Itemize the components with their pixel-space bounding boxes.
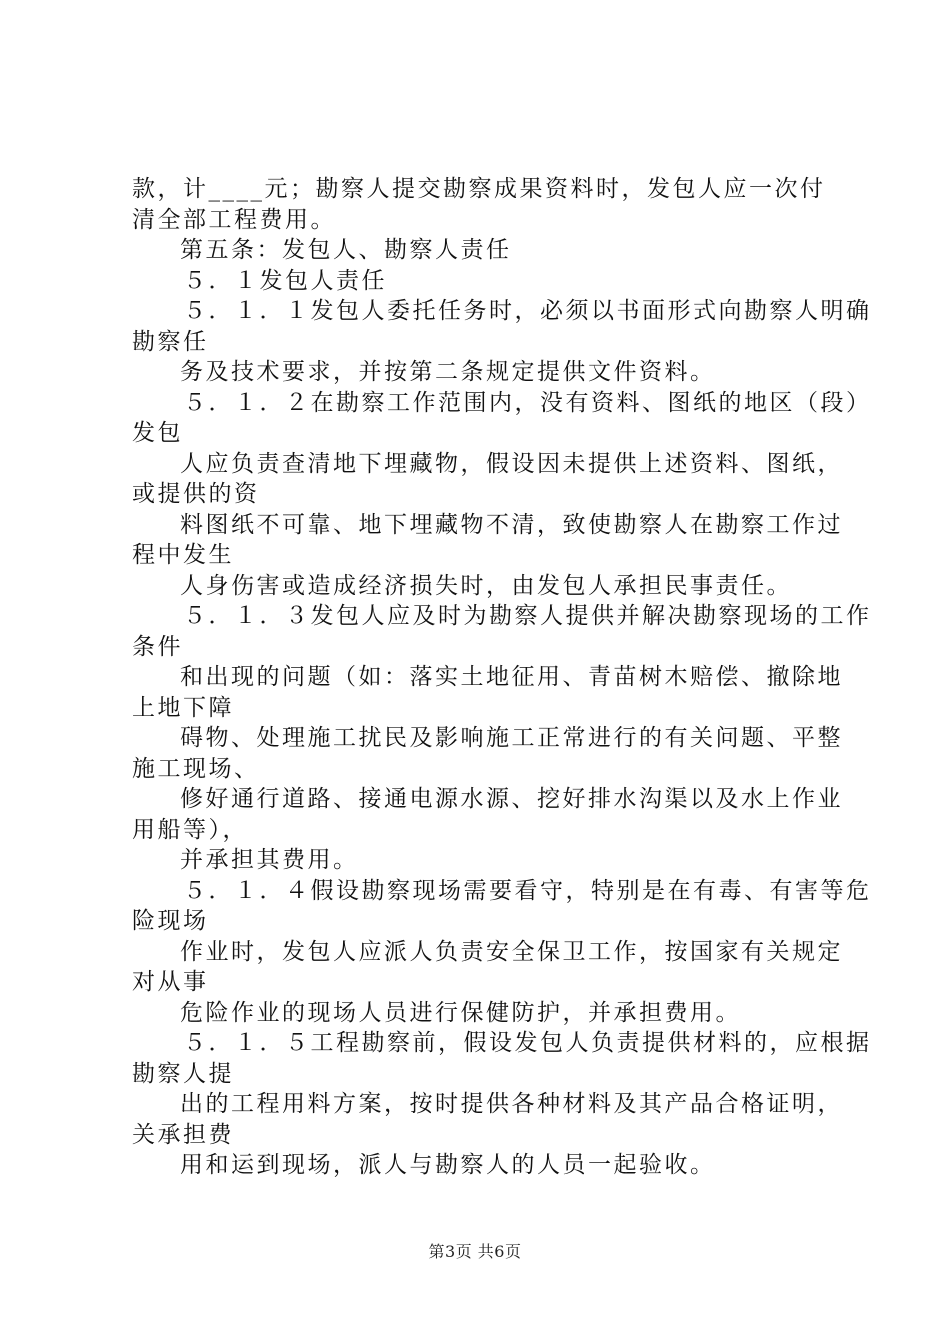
text-line: 程中发生 [132, 542, 234, 568]
text-line: 修好通行道路、接通电源水源、挖好排水沟渠以及水上作业 [180, 786, 843, 812]
text-line: 料图纸不可靠、地下埋藏物不清，致使勘察人在勘察工作过 [180, 511, 843, 538]
text-line: 险现场 [132, 908, 209, 934]
text-line: 或提供的资 [132, 481, 260, 507]
page-footer: 第3页 共6页 [428, 1242, 522, 1261]
document-body [132, 174, 872, 1181]
text-line: 勘察人提 [132, 1060, 234, 1087]
text-line: 作业时，发包人应派人负责安全保卫工作，按国家有关规定 [180, 938, 843, 965]
text-line: ５．１．２在勘察工作范围内，没有资料、图纸的地区（段） [183, 389, 872, 416]
text-line: 务及技术要求，并按第二条规定提供文件资料。 [180, 359, 716, 385]
text-line: 款，计____元；勘察人提交勘察成果资料时，发包人应一次付 [132, 176, 826, 202]
text-line: 清全部工程费用。 [132, 206, 336, 233]
text-line: 和出现的问题（如：落实土地征用、青苗树木赔偿、撤除地 [180, 664, 843, 690]
text-line: 人身伤害或造成经济损失时，由发包人承担民事责任。 [180, 572, 792, 599]
text-line: 第五条：发包人、勘察人责任 [180, 237, 512, 263]
text-line: 上地下障 [132, 694, 234, 721]
text-line: 施工现场、 [132, 755, 260, 782]
text-line: 人应负责查清地下埋藏物，假设因未提供上述资料、图纸， [180, 450, 843, 477]
text-line: 对从事 [132, 969, 209, 995]
text-line: ５．１．１发包人委托任务时，必须以书面形式向勘察人明确 [183, 298, 872, 324]
text-line: 关承担费 [132, 1121, 234, 1148]
text-line: 并承担其费用。 [180, 847, 359, 873]
text-line: ５．１．３发包人应及时为勘察人提供并解决勘察现场的工作 [183, 603, 872, 629]
text-line: 勘察任 [132, 328, 209, 355]
text-line: ５．１．５工程勘察前，假设发包人负责提供材料的，应根据 [183, 1030, 872, 1056]
text-line: 危险作业的现场人员进行保健防护，并承担费用。 [180, 999, 741, 1026]
text-line: 碍物、处理施工扰民及影响施工正常进行的有关问题、平整 [180, 725, 843, 751]
text-line: 用和运到现场，派人与勘察人的人员一起验收。 [180, 1152, 716, 1178]
text-line: ５．１发包人责任 [183, 267, 387, 294]
text-line: ５．１．４假设勘察现场需要看守，特别是在有毒、有害等危 [183, 877, 872, 904]
text-line: 条件 [132, 633, 183, 660]
text-line: 发包 [132, 420, 183, 446]
text-line: 出的工程用料方案，按时提供各种材料及其产品合格证明， [180, 1091, 843, 1117]
text-line: 用船等）， [132, 816, 248, 843]
